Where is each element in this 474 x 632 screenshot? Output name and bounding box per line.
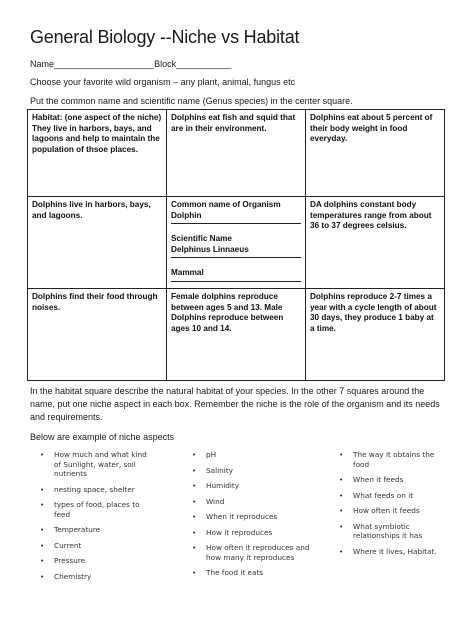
common-name-value: Dolphin — [171, 210, 202, 220]
aspect-text: Chemistry — [54, 571, 92, 581]
aspect-text: Temperature — [54, 525, 101, 534]
bullet-icon: • — [339, 546, 344, 556]
aspect-text: What feeds on it — [353, 490, 414, 500]
bullet-icon: • — [40, 525, 45, 534]
bullet-icon: • — [192, 527, 197, 537]
bullet-icon: • — [192, 465, 197, 475]
aspect-item — [339, 506, 449, 516]
aspect-text: Where it lives, Habitat. — [353, 546, 437, 556]
bullet-icon: • — [339, 521, 344, 531]
aspect-item — [192, 543, 312, 562]
bullet-icon: • — [40, 571, 45, 581]
aspect-text: Wind — [206, 496, 225, 506]
bullet-icon: • — [40, 500, 45, 509]
aspect-text: How often it reproduces and how many it reproduces — [206, 543, 310, 562]
aspect-text: How much and what kind of Sunlight, water, soil nutrients — [54, 450, 147, 478]
common-name-block — [171, 200, 301, 224]
aspect-item — [40, 572, 150, 582]
bullet-icon: • — [192, 543, 197, 552]
aspect-item — [192, 497, 312, 507]
put-name-instruction: Put the common name and scientific name (Genus species) in the center square. — [30, 96, 353, 106]
aspect-text: nesting space, shelter — [54, 484, 135, 494]
aspect-text: Pressure — [54, 556, 86, 565]
aspect-text: Current — [54, 540, 82, 550]
aspect-item — [339, 547, 449, 557]
aspect-item — [339, 450, 449, 469]
aspect-item — [40, 485, 150, 495]
aspect-text: When it reproduces — [206, 512, 278, 521]
aspect-item — [339, 522, 449, 541]
niche-grid — [27, 109, 445, 381]
aspects-column-2 — [192, 450, 312, 584]
aspect-item — [192, 466, 312, 476]
class-value: Mammal — [171, 268, 301, 282]
grid-cell-top-right: Dolphins eat about 5 percent of their body weight in food everyday. — [306, 110, 445, 197]
bullet-icon: • — [192, 496, 197, 506]
grid-cell-mid-right: DA dolphins constant body temperatures range from about 36 to 37 degrees celsius. — [306, 197, 445, 289]
bullet-icon: • — [339, 450, 344, 459]
bullet-icon: • — [339, 475, 344, 484]
aspect-text: When it feeds — [353, 475, 404, 484]
aspects-column-1 — [40, 450, 150, 587]
grid-cell-center — [167, 197, 306, 289]
aspect-item — [339, 475, 449, 485]
common-name-label: Common name of Organism — [171, 200, 281, 209]
aspect-item — [40, 500, 150, 519]
bullet-icon: • — [40, 450, 45, 459]
aspect-item — [40, 450, 150, 479]
aspect-text: The food it eats — [206, 568, 264, 577]
aspects-column-3 — [339, 450, 449, 562]
name-block-line: Name____________________Block___________ — [30, 59, 232, 69]
below-examples-heading: Below are example of niche aspects — [30, 432, 175, 442]
aspect-text: types of food, places to feed — [54, 500, 140, 519]
aspect-item — [192, 512, 312, 522]
aspect-text: Humidity — [206, 481, 240, 490]
aspect-item — [192, 568, 312, 578]
instructions-paragraph: In the habitat square describe the natural habitat of your species. In the other 7 squares around the name, put one niche aspect in each box. Remember the niche is the role of the organism and its needs and requirements. — [30, 386, 440, 422]
bullet-icon: • — [192, 450, 197, 459]
bullet-icon: • — [339, 506, 344, 515]
aspect-text: pH — [206, 450, 217, 459]
bullet-icon: • — [192, 481, 197, 490]
aspect-text: Salinity — [206, 465, 233, 475]
aspect-item — [192, 528, 312, 538]
scientific-name-value: Delphinus Linnaeus — [171, 244, 249, 254]
grid-cell-mid-left: Dolphins live in harbors, bays, and lagoons. — [28, 197, 167, 289]
aspect-item — [192, 450, 312, 460]
grid-cell-bottom-right: Dolphins reproduce 2-7 times a year with a cycle length of about 30 days, they produce 1 baby at a time. — [306, 289, 445, 381]
bullet-icon: • — [192, 512, 197, 521]
aspect-item — [40, 541, 150, 551]
scientific-name-label: Scientific Name — [171, 234, 232, 243]
aspect-text: How it reproduces — [206, 527, 273, 537]
bullet-icon: • — [40, 556, 45, 565]
choose-organism-text: Choose your favorite wild organism – any plant, animal, fungus etc — [30, 77, 296, 87]
aspect-item — [40, 525, 150, 535]
aspect-text: What symbiotic relationships it has — [353, 521, 423, 540]
grid-cell-bottom-left: Dolphins find their food through noises. — [28, 289, 167, 381]
aspect-text: How often it feeds — [353, 506, 420, 515]
bullet-icon: • — [192, 568, 197, 577]
bullet-icon: • — [339, 490, 344, 500]
aspect-text: The way it obtains the food — [353, 450, 435, 469]
scientific-name-block — [171, 234, 301, 258]
grid-cell-top-left: Habitat: (one aspect of the niche) They live in harbors, bays, and lagoons and help to maintain the population of thsoe places. — [28, 110, 167, 197]
aspect-item — [339, 491, 449, 501]
aspect-item — [192, 481, 312, 491]
grid-cell-bottom-middle: Female dolphins reproduce between ages 5 and 13. Male Dolphins reproduce between ages 10 and 14. — [167, 289, 306, 381]
bullet-icon: • — [40, 484, 45, 494]
bullet-icon: • — [40, 540, 45, 550]
aspect-item — [40, 556, 150, 566]
page-title: General Biology --Niche vs Habitat — [30, 27, 300, 47]
grid-cell-top-middle: Dolphins eat fish and squid that are in their environment. — [167, 110, 306, 197]
